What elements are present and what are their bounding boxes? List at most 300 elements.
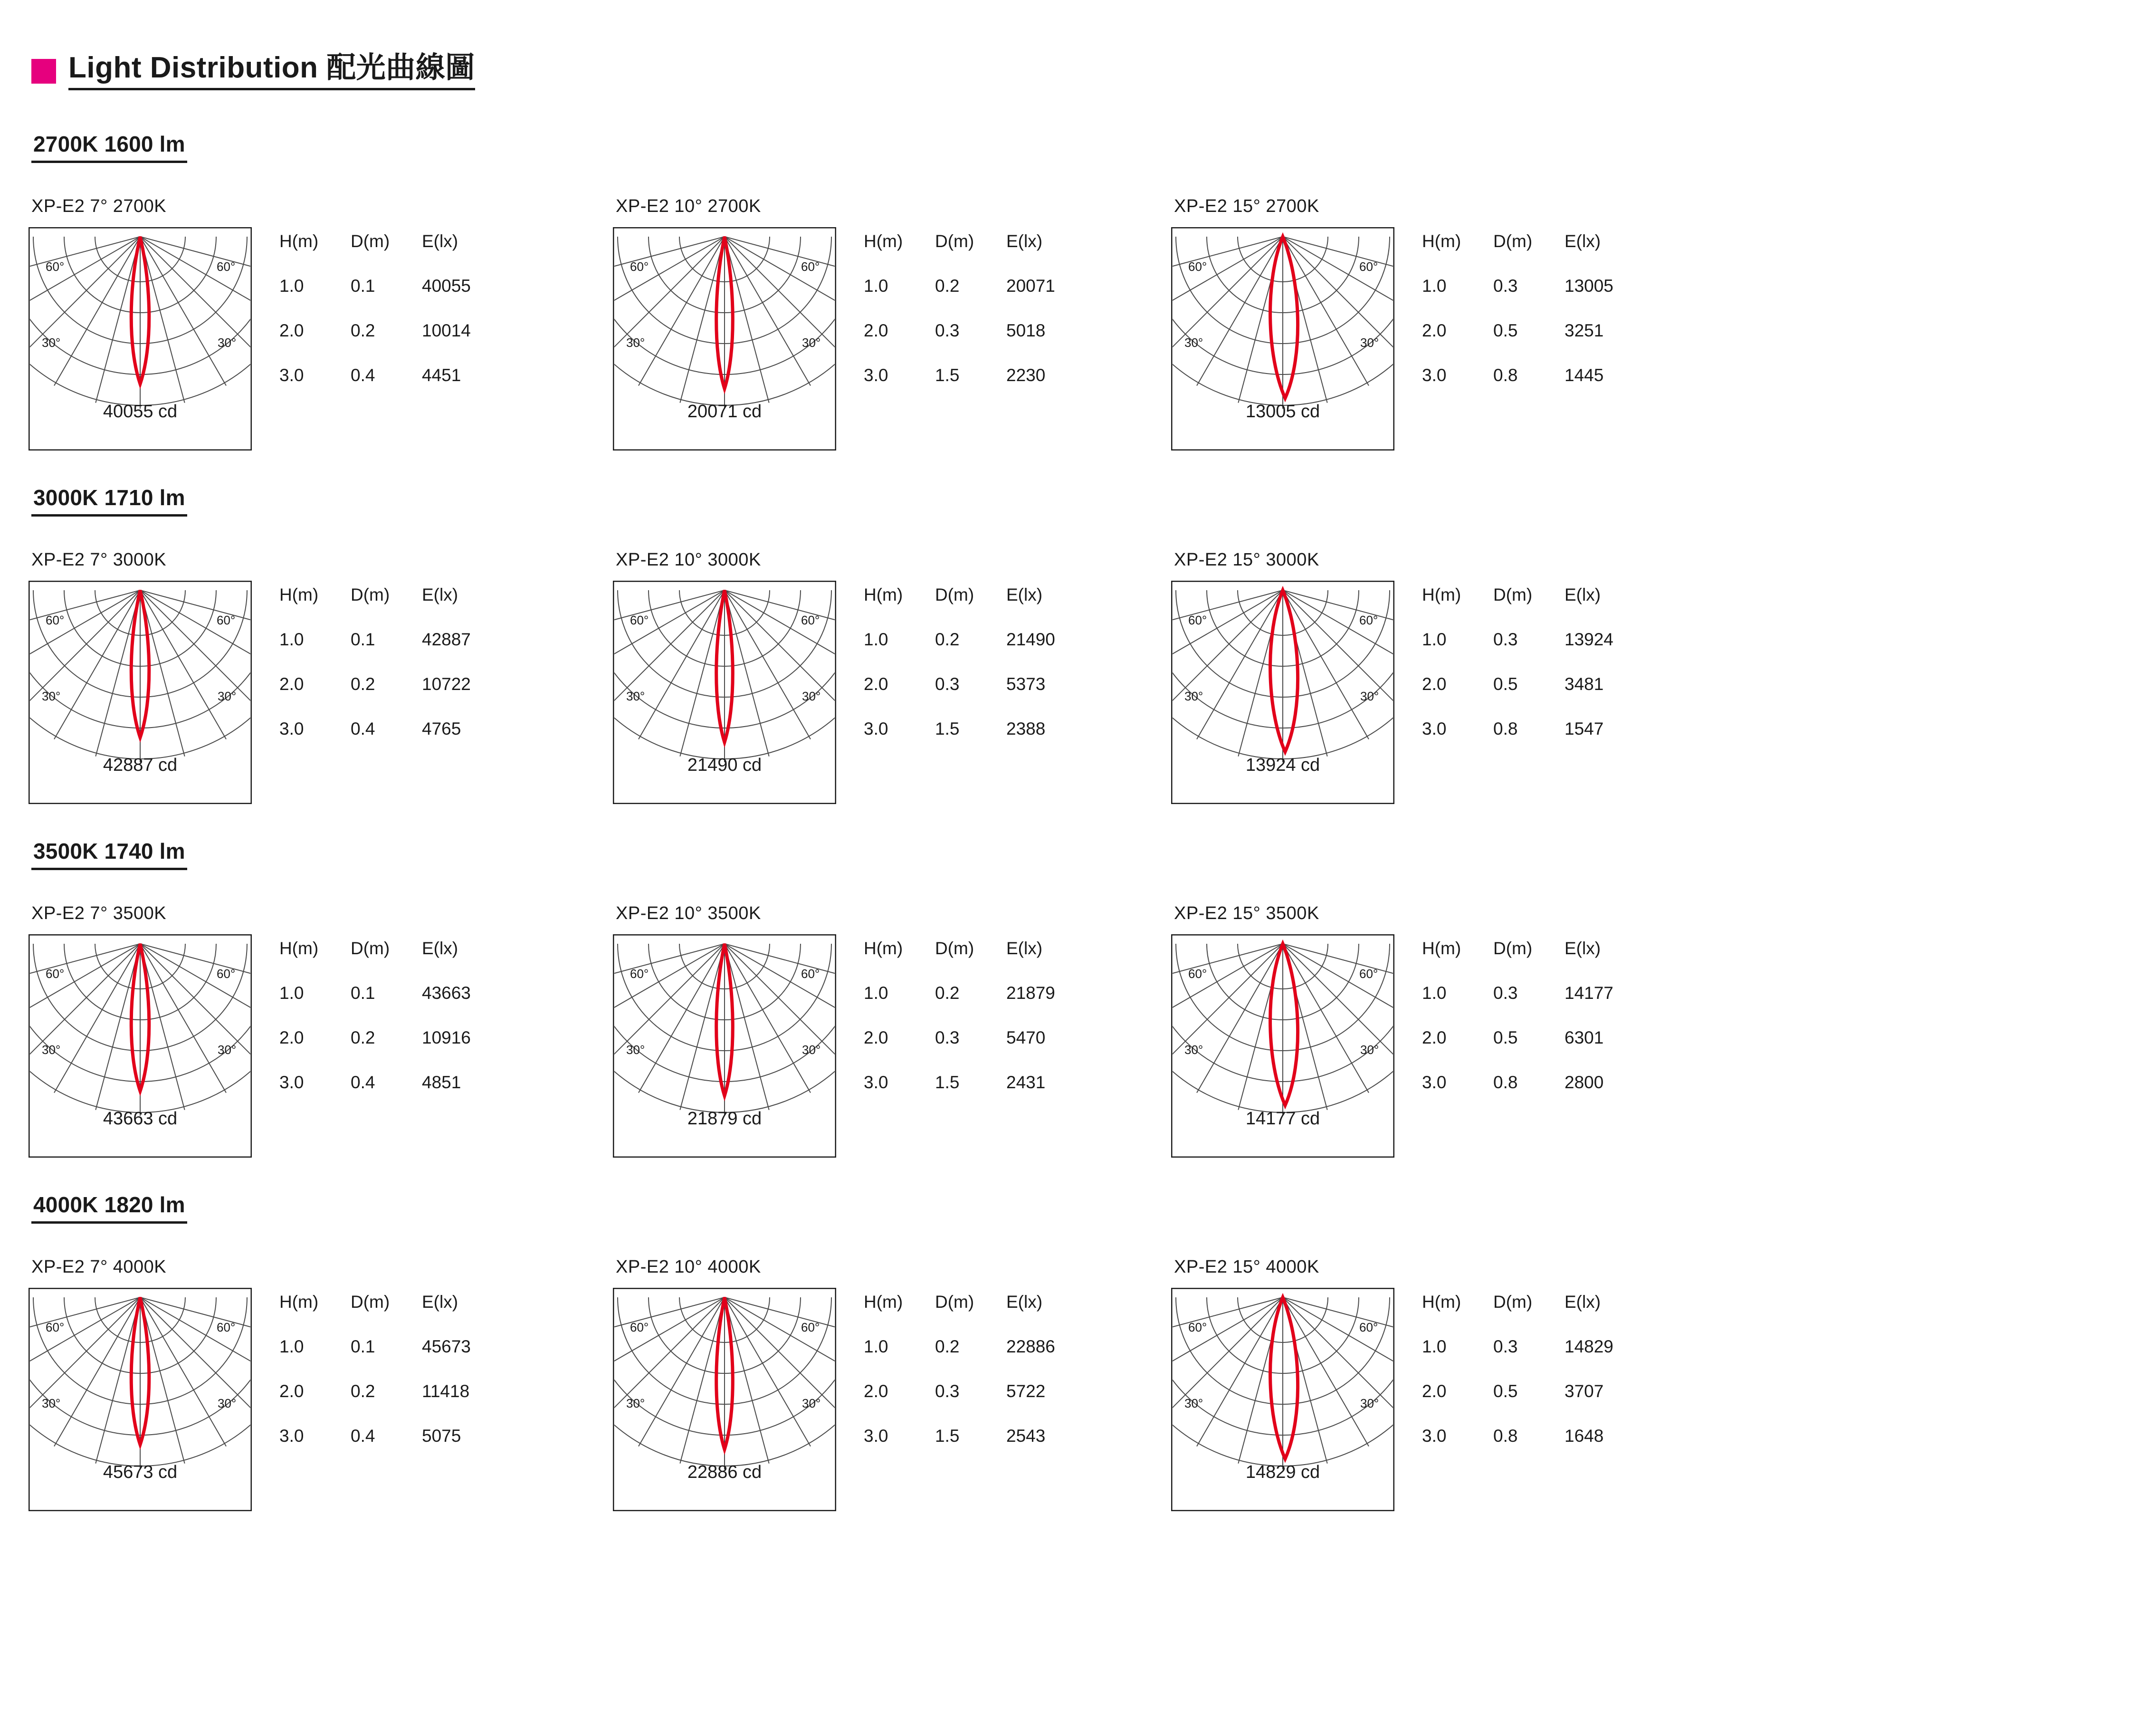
table-header-row: [864, 585, 1106, 630]
cell-height: 2.0: [864, 1381, 888, 1401]
polar-diagram: [613, 581, 836, 804]
table-row: [864, 1073, 1106, 1093]
cell-diameter: 0.2: [351, 1028, 375, 1048]
cell-diameter: 0.2: [935, 630, 960, 650]
cell-illuminance: 14829: [1565, 1337, 1613, 1357]
diagram-wrapper: [29, 1288, 252, 1511]
card-diagram-block: [613, 1257, 836, 1511]
column-header-height: H(m): [279, 231, 319, 251]
table-row: [864, 1426, 1106, 1446]
cell-height: 1.0: [279, 983, 304, 1003]
card-diagram-block: [613, 903, 836, 1158]
column-header-diameter: D(m): [1493, 585, 1533, 605]
table-header-row: [864, 1292, 1106, 1337]
cell-diameter: 0.5: [1493, 674, 1518, 694]
table-row: [1422, 630, 1664, 674]
axis-label-30-left: 30°: [42, 1396, 61, 1411]
cell-height: 1.0: [279, 1337, 304, 1357]
card-diagram-block: [29, 196, 252, 451]
cell-height: 1.0: [1422, 630, 1447, 650]
card-caption: XP-E2 7° 3500K: [31, 903, 167, 924]
cell-diameter: 0.3: [1493, 1337, 1518, 1357]
cell-illuminance: 14177: [1565, 983, 1613, 1003]
distribution-card: [613, 196, 1171, 451]
table-row: [864, 983, 1106, 1028]
card-table-block: [1422, 550, 1664, 739]
table-row: [1422, 1073, 1664, 1093]
column-header-height: H(m): [864, 1292, 903, 1312]
axis-label-60-right: 60°: [217, 1320, 236, 1335]
table-row: [1422, 1426, 1664, 1446]
polar-diagram: [29, 1288, 252, 1511]
column-header-height: H(m): [864, 231, 903, 251]
axis-label-30-left: 30°: [626, 689, 645, 704]
column-header-illuminance: E(lx): [1006, 1292, 1043, 1312]
cell-diameter: 0.5: [1493, 1028, 1518, 1048]
cell-diameter: 0.5: [1493, 1381, 1518, 1401]
cell-diameter: 0.4: [351, 1426, 375, 1446]
cell-height: 3.0: [1422, 1426, 1447, 1446]
center-intensity-label: 20071 cd: [687, 402, 762, 422]
page-title: Light Distribution 配光曲線圖: [68, 52, 475, 90]
table-row: [1422, 365, 1664, 385]
photometric-table: [1422, 231, 1664, 385]
axis-label-30-right: 30°: [1360, 1396, 1379, 1411]
axis-label-30-right: 30°: [802, 689, 821, 704]
axis-label-30-right: 30°: [802, 1396, 821, 1411]
diagram-wrapper: [29, 227, 252, 451]
center-intensity-label: 45673 cd: [103, 1462, 178, 1483]
card-caption: XP-E2 10° 4000K: [616, 1257, 761, 1277]
cell-height: 3.0: [1422, 719, 1447, 739]
table-row: [279, 674, 522, 719]
polar-diagram: [613, 1288, 836, 1511]
axis-label-30-left: 30°: [626, 1043, 645, 1057]
cell-height: 1.0: [279, 630, 304, 650]
card-table-block: [279, 903, 522, 1093]
sections-container: [29, 131, 2156, 1511]
table-row: [864, 1381, 1106, 1426]
axis-label-60-right: 60°: [217, 613, 236, 628]
column-header-height: H(m): [1422, 939, 1461, 959]
card-diagram-block: [29, 903, 252, 1158]
card-diagram-block: [613, 196, 836, 451]
polar-diagram: [1171, 934, 1394, 1158]
center-intensity-label: 42887 cd: [103, 755, 178, 776]
cell-illuminance: 4451: [422, 365, 461, 385]
cell-diameter: 0.2: [935, 276, 960, 296]
axis-label-30-right: 30°: [218, 335, 237, 350]
column-header-height: H(m): [1422, 1292, 1461, 1312]
axis-label-60-left: 60°: [630, 259, 649, 274]
table-row: [1422, 983, 1664, 1028]
cell-height: 2.0: [1422, 1028, 1447, 1048]
photometric-table: [1422, 585, 1664, 739]
cell-diameter: 0.8: [1493, 1426, 1518, 1446]
cell-diameter: 0.1: [351, 983, 375, 1003]
temperature-section: [29, 1192, 2156, 1511]
card-caption: XP-E2 15° 3500K: [1174, 903, 1319, 924]
cell-illuminance: 42887: [422, 630, 471, 650]
column-header-diameter: D(m): [935, 585, 974, 605]
cell-diameter: 0.2: [351, 321, 375, 341]
polar-diagram: [1171, 581, 1394, 804]
diagram-wrapper: [613, 581, 836, 804]
cell-height: 3.0: [864, 1426, 888, 1446]
axis-label-30-right: 30°: [1360, 1043, 1379, 1057]
axis-label-60-right: 60°: [217, 259, 236, 274]
section-title: 4000K 1820 lm: [31, 1192, 187, 1224]
table-row: [864, 719, 1106, 739]
column-header-illuminance: E(lx): [422, 231, 458, 251]
column-header-illuminance: E(lx): [422, 585, 458, 605]
center-intensity-label: 14177 cd: [1245, 1109, 1320, 1129]
cell-diameter: 0.3: [1493, 983, 1518, 1003]
cell-height: 1.0: [1422, 1337, 1447, 1357]
distribution-card: [1171, 1257, 1741, 1511]
column-header-illuminance: E(lx): [1565, 939, 1601, 959]
table-row: [279, 1426, 522, 1446]
card-table-block: [279, 1257, 522, 1446]
table-header-row: [864, 231, 1106, 276]
polar-diagram: [1171, 1288, 1394, 1511]
axis-label-60-left: 60°: [1188, 613, 1207, 628]
axis-label-30-right: 30°: [802, 1043, 821, 1057]
cell-diameter: 0.8: [1493, 365, 1518, 385]
table-row: [1422, 1381, 1664, 1426]
column-header-height: H(m): [1422, 585, 1461, 605]
cell-diameter: 0.4: [351, 365, 375, 385]
axis-label-60-left: 60°: [46, 1320, 65, 1335]
cell-illuminance: 1547: [1565, 719, 1604, 739]
cell-diameter: 0.3: [1493, 630, 1518, 650]
cell-diameter: 0.5: [1493, 321, 1518, 341]
cell-height: 1.0: [1422, 983, 1447, 1003]
photometric-table: [864, 585, 1106, 739]
column-header-illuminance: E(lx): [1565, 231, 1601, 251]
section-title: 3500K 1740 lm: [31, 838, 187, 870]
column-header-height: H(m): [279, 1292, 319, 1312]
cell-height: 2.0: [1422, 321, 1447, 341]
table-header-row: [279, 939, 522, 983]
cell-diameter: 0.3: [935, 1381, 960, 1401]
table-row: [279, 276, 522, 321]
cell-diameter: 0.8: [1493, 1073, 1518, 1093]
axis-label-30-right: 30°: [218, 1396, 237, 1411]
card-table-block: [864, 903, 1106, 1093]
center-intensity-label: 13924 cd: [1245, 755, 1320, 776]
cell-height: 3.0: [279, 719, 304, 739]
column-header-height: H(m): [279, 585, 319, 605]
polar-diagram: [613, 934, 836, 1158]
cell-illuminance: 5470: [1006, 1028, 1046, 1048]
diagram-wrapper: [1171, 227, 1394, 451]
cell-diameter: 1.5: [935, 719, 960, 739]
table-header-row: [1422, 939, 1664, 983]
axis-label-60-right: 60°: [801, 259, 820, 274]
column-header-diameter: D(m): [351, 585, 390, 605]
cell-height: 2.0: [864, 674, 888, 694]
card-table-block: [1422, 1257, 1664, 1446]
polar-diagram: [29, 581, 252, 804]
card-caption: XP-E2 7° 3000K: [31, 550, 167, 570]
diagram-card-row: [29, 903, 2156, 1158]
cell-height: 1.0: [864, 1337, 888, 1357]
temperature-section: [29, 485, 2156, 804]
distribution-card: [29, 903, 613, 1158]
axis-label-60-right: 60°: [801, 967, 820, 981]
axis-label-60-right: 60°: [801, 1320, 820, 1335]
axis-label-60-left: 60°: [46, 259, 65, 274]
axis-label-60-right: 60°: [1359, 1320, 1378, 1335]
center-intensity-label: 21490 cd: [687, 755, 762, 776]
card-caption: XP-E2 15° 3000K: [1174, 550, 1319, 570]
card-caption: XP-E2 10° 3000K: [616, 550, 761, 570]
distribution-card: [613, 1257, 1171, 1511]
axis-label-30-right: 30°: [1360, 335, 1379, 350]
table-row: [1422, 1337, 1664, 1381]
column-header-illuminance: E(lx): [1565, 1292, 1601, 1312]
table-row: [279, 321, 522, 365]
axis-label-60-right: 60°: [1359, 967, 1378, 981]
column-header-diameter: D(m): [935, 939, 974, 959]
column-header-diameter: D(m): [1493, 1292, 1533, 1312]
card-diagram-block: [1171, 903, 1394, 1158]
cell-height: 3.0: [279, 365, 304, 385]
cell-illuminance: 3251: [1565, 321, 1604, 341]
page-header: [31, 52, 2156, 90]
distribution-card: [1171, 196, 1741, 451]
cell-diameter: 0.2: [351, 674, 375, 694]
axis-label-30-left: 30°: [1184, 689, 1203, 704]
photometric-table: [279, 231, 522, 385]
axis-label-60-left: 60°: [630, 613, 649, 628]
diagram-wrapper: [1171, 581, 1394, 804]
polar-diagram: [613, 227, 836, 451]
cell-diameter: 0.2: [935, 983, 960, 1003]
table-row: [279, 1073, 522, 1093]
card-diagram-block: [1171, 1257, 1394, 1511]
card-diagram-block: [1171, 550, 1394, 804]
cell-illuminance: 11418: [422, 1381, 470, 1401]
card-table-block: [1422, 903, 1664, 1093]
section-title: 2700K 1600 lm: [31, 131, 187, 163]
axis-label-30-left: 30°: [42, 1043, 61, 1057]
cell-diameter: 0.3: [935, 321, 960, 341]
table-row: [279, 630, 522, 674]
cell-diameter: 0.1: [351, 276, 375, 296]
cell-diameter: 0.1: [351, 1337, 375, 1357]
diagram-wrapper: [613, 934, 836, 1158]
cell-illuminance: 5018: [1006, 321, 1046, 341]
table-row: [864, 1028, 1106, 1073]
table-header-row: [279, 1292, 522, 1337]
center-intensity-label: 40055 cd: [103, 402, 178, 422]
diagram-card-row: [29, 196, 2156, 451]
column-header-diameter: D(m): [1493, 231, 1533, 251]
column-header-illuminance: E(lx): [422, 1292, 458, 1312]
axis-label-30-left: 30°: [1184, 335, 1203, 350]
diagram-wrapper: [29, 581, 252, 804]
table-row: [864, 630, 1106, 674]
cell-illuminance: 2431: [1006, 1073, 1046, 1093]
axis-label-60-right: 60°: [217, 967, 236, 981]
table-row: [279, 365, 522, 385]
axis-label-30-left: 30°: [42, 689, 61, 704]
cell-height: 1.0: [1422, 276, 1447, 296]
card-table-block: [279, 550, 522, 739]
table-row: [864, 365, 1106, 385]
cell-diameter: 0.4: [351, 719, 375, 739]
section-marker-icon: [31, 59, 56, 84]
card-caption: XP-E2 15° 2700K: [1174, 196, 1319, 217]
center-intensity-label: 22886 cd: [687, 1462, 762, 1483]
cell-diameter: 0.2: [935, 1337, 960, 1357]
cell-illuminance: 13924: [1565, 630, 1613, 650]
cell-illuminance: 5373: [1006, 674, 1046, 694]
diagram-card-row: [29, 1257, 2156, 1511]
axis-label-60-right: 60°: [801, 613, 820, 628]
table-header-row: [1422, 1292, 1664, 1337]
axis-label-30-right: 30°: [802, 335, 821, 350]
cell-illuminance: 4765: [422, 719, 461, 739]
distribution-card: [29, 550, 613, 804]
card-caption: XP-E2 15° 4000K: [1174, 1257, 1319, 1277]
polar-diagram: [1171, 227, 1394, 451]
diagram-wrapper: [613, 1288, 836, 1511]
cell-illuminance: 45673: [422, 1337, 471, 1357]
table-row: [864, 1337, 1106, 1381]
table-row: [279, 1337, 522, 1381]
center-intensity-label: 14829 cd: [1245, 1462, 1320, 1483]
card-caption: XP-E2 7° 2700K: [31, 196, 167, 217]
card-diagram-block: [1171, 196, 1394, 451]
table-header-row: [864, 939, 1106, 983]
cell-illuminance: 1445: [1565, 365, 1604, 385]
table-header-row: [279, 585, 522, 630]
cell-illuminance: 3481: [1565, 674, 1604, 694]
photometric-table: [1422, 939, 1664, 1093]
cell-illuminance: 21490: [1006, 630, 1055, 650]
cell-illuminance: 20071: [1006, 276, 1055, 296]
section-title: 3000K 1710 lm: [31, 485, 187, 517]
cell-illuminance: 10014: [422, 321, 471, 341]
temperature-section: [29, 131, 2156, 451]
cell-diameter: 1.5: [935, 1073, 960, 1093]
cell-illuminance: 1648: [1565, 1426, 1604, 1446]
distribution-card: [613, 550, 1171, 804]
cell-diameter: 0.8: [1493, 719, 1518, 739]
cell-diameter: 0.4: [351, 1073, 375, 1093]
polar-diagram: [29, 227, 252, 451]
column-header-illuminance: E(lx): [1006, 939, 1043, 959]
column-header-diameter: D(m): [351, 231, 390, 251]
axis-label-30-right: 30°: [1360, 689, 1379, 704]
table-row: [864, 674, 1106, 719]
card-table-block: [864, 1257, 1106, 1446]
column-header-diameter: D(m): [935, 231, 974, 251]
temperature-section: [29, 838, 2156, 1158]
diagram-card-row: [29, 550, 2156, 804]
axis-label-60-left: 60°: [1188, 259, 1207, 274]
cell-height: 2.0: [864, 321, 888, 341]
cell-illuminance: 40055: [422, 276, 471, 296]
cell-illuminance: 2388: [1006, 719, 1046, 739]
column-header-diameter: D(m): [935, 1292, 974, 1312]
cell-illuminance: 10722: [422, 674, 471, 694]
table-row: [1422, 1028, 1664, 1073]
table-header-row: [1422, 585, 1664, 630]
table-row: [279, 1028, 522, 1073]
table-header-row: [1422, 231, 1664, 276]
cell-diameter: 0.2: [351, 1381, 375, 1401]
distribution-card: [1171, 550, 1741, 804]
column-header-illuminance: E(lx): [422, 939, 458, 959]
table-row: [864, 276, 1106, 321]
card-table-block: [279, 196, 522, 385]
cell-height: 2.0: [1422, 674, 1447, 694]
axis-label-30-left: 30°: [626, 335, 645, 350]
cell-height: 3.0: [1422, 1073, 1447, 1093]
diagram-wrapper: [613, 227, 836, 451]
cell-diameter: 0.3: [935, 674, 960, 694]
cell-illuminance: 4851: [422, 1073, 461, 1093]
cell-diameter: 0.1: [351, 630, 375, 650]
distribution-card: [29, 1257, 613, 1511]
photometric-table: [864, 1292, 1106, 1446]
axis-label-60-right: 60°: [1359, 259, 1378, 274]
card-caption: XP-E2 7° 4000K: [31, 1257, 167, 1277]
photometric-table: [279, 1292, 522, 1446]
table-row: [279, 719, 522, 739]
table-row: [279, 983, 522, 1028]
cell-height: 2.0: [279, 321, 304, 341]
card-table-block: [1422, 196, 1664, 385]
card-caption: XP-E2 10° 2700K: [616, 196, 761, 217]
axis-label-60-left: 60°: [630, 1320, 649, 1335]
column-header-illuminance: E(lx): [1006, 231, 1043, 251]
axis-label-60-right: 60°: [1359, 613, 1378, 628]
cell-illuminance: 5722: [1006, 1381, 1046, 1401]
center-intensity-label: 13005 cd: [1245, 402, 1320, 422]
cell-illuminance: 6301: [1565, 1028, 1604, 1048]
photometric-table: [279, 939, 522, 1093]
cell-illuminance: 10916: [422, 1028, 471, 1048]
column-header-diameter: D(m): [351, 1292, 390, 1312]
cell-height: 3.0: [864, 1073, 888, 1093]
photometric-table: [864, 231, 1106, 385]
cell-diameter: 0.3: [935, 1028, 960, 1048]
cell-illuminance: 13005: [1565, 276, 1613, 296]
column-header-diameter: D(m): [1493, 939, 1533, 959]
column-header-illuminance: E(lx): [1006, 585, 1043, 605]
table-row: [1422, 276, 1664, 321]
distribution-card: [613, 903, 1171, 1158]
cell-height: 3.0: [1422, 365, 1447, 385]
column-header-diameter: D(m): [351, 939, 390, 959]
center-intensity-label: 43663 cd: [103, 1109, 178, 1129]
distribution-card: [1171, 903, 1741, 1158]
column-header-height: H(m): [864, 939, 903, 959]
cell-height: 1.0: [864, 630, 888, 650]
axis-label-60-left: 60°: [46, 613, 65, 628]
column-header-illuminance: E(lx): [1565, 585, 1601, 605]
cell-height: 2.0: [279, 674, 304, 694]
diagram-wrapper: [29, 934, 252, 1158]
cell-diameter: 1.5: [935, 1426, 960, 1446]
axis-label-30-left: 30°: [626, 1396, 645, 1411]
center-intensity-label: 21879 cd: [687, 1109, 762, 1129]
